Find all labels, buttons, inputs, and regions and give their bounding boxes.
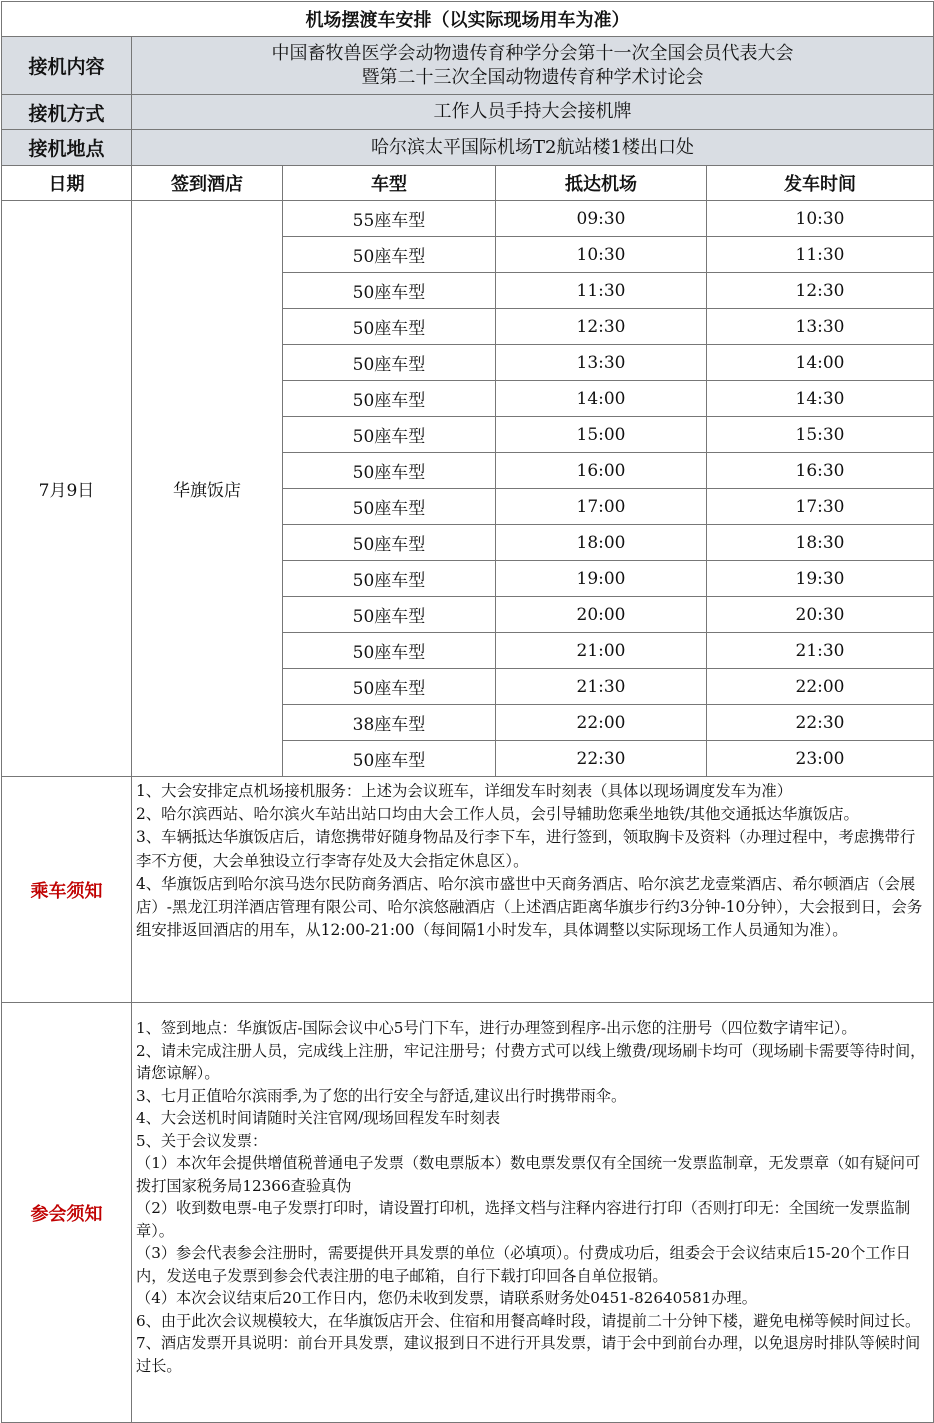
meeting-notes-label: 参会须知: [2, 1003, 132, 1423]
depart-cell: 18:30: [707, 525, 934, 561]
meeting-note-item: 6、由于此次会议规模较大，在华旗饭店开会、住宿和用餐高峰时段，请提前二十分钟下楼，避免电梯等候时间过长。: [136, 1311, 921, 1330]
hotel-cell: 华旗饭店: [132, 201, 283, 777]
table-row: [2, 201, 934, 237]
arrive-cell: 19:00: [496, 561, 707, 597]
ride-note-item: 3、车辆抵达华旗饭店后，请您携带好随身物品及行李下车，进行签到，领取胸卡及资料（办理过程中，考虑携带行李不方便，大会单独设立行李寄存处及大会指定休息区）。: [136, 828, 916, 870]
info-value-method: 工作人员手持大会接机牌: [132, 95, 934, 130]
date-cell: 7月9日: [2, 201, 132, 777]
arrive-cell: 18:00: [496, 525, 707, 561]
arrive-cell: 17:00: [496, 489, 707, 525]
depart-cell: 23:00: [707, 741, 934, 777]
type-cell: 50座车型: [283, 633, 496, 669]
type-cell: 50座车型: [283, 273, 496, 309]
ride-note-item: 2、哈尔滨西站、哈尔滨火车站出站口均由大会工作人员，会引导辅助您乘坐地铁/其他交通抵达华旗饭店。: [136, 805, 859, 824]
header-date: 日期: [2, 166, 132, 201]
type-cell: 55座车型: [283, 201, 496, 237]
depart-cell: 16:30: [707, 453, 934, 489]
type-cell: 50座车型: [283, 237, 496, 273]
meeting-note-item: 4、大会送机时间请随时关注官网/现场回程发车时刻表: [136, 1109, 501, 1127]
depart-cell: 22:30: [707, 705, 934, 741]
depart-cell: 20:30: [707, 597, 934, 633]
depart-cell: 19:30: [707, 561, 934, 597]
content-line-2: 暨第二十三次全国动物遗传育种学术讨论会: [361, 66, 704, 88]
type-cell: 50座车型: [283, 309, 496, 345]
info-value-location: 哈尔滨太平国际机场T2航站楼1楼出口处: [132, 130, 934, 166]
meeting-note-item: （3）参会代表参会注册时，需要提供开具发票的单位（必填项）。付费成功后，组委会于会议结束后15-20个工作日内，发送电子发票到参会代表注册的电子邮箱，自行下载打印回各自单位报销。: [136, 1244, 911, 1285]
table-title: 机场摆渡车安排（以实际现场用车为准）: [2, 2, 934, 37]
arrive-cell: 13:30: [496, 345, 707, 381]
arrive-cell: 22:00: [496, 705, 707, 741]
meeting-note-item: （4）本次会议结束后20工作日内，您仍未收到发票，请联系财务处0451-82640581办理。: [136, 1289, 757, 1307]
info-label-content: 接机内容: [2, 37, 132, 95]
type-cell: 50座车型: [283, 561, 496, 597]
arrive-cell: 10:30: [496, 237, 707, 273]
depart-cell: 22:00: [707, 669, 934, 705]
meeting-note-item: 7、酒店发票开具说明：前台开具发票，建议报到日不进行开具发票，请于会中到前台办理，以免退房时排队等候时间过长。: [136, 1334, 921, 1375]
info-label-method: 接机方式: [2, 95, 132, 130]
type-cell: 50座车型: [283, 669, 496, 705]
meeting-note-item: （2）收到数电票-电子发票打印时，请设置打印机，选择文档与注释内容进行打印（否则打印无：全国统一发票监制章）。: [136, 1199, 911, 1240]
arrive-cell: 11:30: [496, 273, 707, 309]
type-cell: 38座车型: [283, 705, 496, 741]
type-cell: 50座车型: [283, 381, 496, 417]
type-cell: 50座车型: [283, 417, 496, 453]
depart-cell: 14:30: [707, 381, 934, 417]
info-value-content: [132, 37, 934, 95]
depart-cell: 13:30: [707, 309, 934, 345]
arrive-cell: 15:00: [496, 417, 707, 453]
content-line-1: 中国畜牧兽医学会动物遗传育种学分会第十一次全国会员代表大会: [271, 42, 794, 64]
type-cell: 50座车型: [283, 345, 496, 381]
type-cell: 50座车型: [283, 489, 496, 525]
arrive-cell: 20:00: [496, 597, 707, 633]
meeting-note-item: 3、七月正值哈尔滨雨季,为了您的出行安全与舒适,建议出行时携带雨伞。: [136, 1086, 627, 1105]
header-arrive: 抵达机场: [496, 166, 707, 201]
meeting-note-item: 1、签到地点：华旗饭店-国际会议中心5号门下车，进行办理签到程序-出示您的注册号（四位数字请牢记）。: [136, 1019, 857, 1037]
arrive-cell: 16:00: [496, 453, 707, 489]
type-cell: 50座车型: [283, 597, 496, 633]
depart-cell: 10:30: [707, 201, 934, 237]
ride-notes-body: [132, 777, 934, 1003]
arrive-cell: 14:00: [496, 381, 707, 417]
schedule-table: [1, 1, 934, 1423]
meeting-note-item: 2、请未完成注册人员，完成线上注册，牢记注册号；付费方式可以线上缴费/现场刷卡均可（现场刷卡需要等待时间，请您谅解）。: [136, 1041, 926, 1082]
ride-notes-label: 乘车须知: [2, 777, 132, 1003]
arrive-cell: 21:30: [496, 669, 707, 705]
ride-note-item: 1、大会安排定点机场接机服务：上述为会议班车，详细发车时刻表（具体以现场调度发车为准）: [136, 782, 793, 800]
meeting-note-item: 5、关于会议发票：: [136, 1131, 268, 1150]
depart-cell: 17:30: [707, 489, 934, 525]
info-label-location: 接机地点: [2, 130, 132, 166]
header-hotel: 签到酒店: [132, 166, 283, 201]
arrive-cell: 12:30: [496, 309, 707, 345]
arrive-cell: 22:30: [496, 741, 707, 777]
arrive-cell: 09:30: [496, 201, 707, 237]
type-cell: 50座车型: [283, 741, 496, 777]
depart-cell: 11:30: [707, 237, 934, 273]
meeting-note-item: （1）本次年会提供增值税普通电子发票（数电票版本）数电票发票仅有全国统一发票监制章，无发票章（如有疑问可拨打国家税务局12366查验真伪: [136, 1154, 921, 1195]
meeting-notes-body: [132, 1003, 934, 1423]
header-type: 车型: [283, 166, 496, 201]
depart-cell: 21:30: [707, 633, 934, 669]
depart-cell: 12:30: [707, 273, 934, 309]
type-cell: 50座车型: [283, 525, 496, 561]
depart-cell: 14:00: [707, 345, 934, 381]
ride-note-item: 4、华旗饭店到哈尔滨马迭尔民防商务酒店、哈尔滨市盛世中天商务酒店、哈尔滨艺龙壹棠酒店、希尔顿酒店（会展店）-黑龙江玥洋酒店管理有限公司、哈尔滨悠融酒店（上述酒店距离华旗步行约3分钟-10分钟），大会报到日，会务组安排返回酒店的用车，从12:00-21:00（每间隔1小时发车，具体调整以实际现场工作人员通知为准）。: [136, 874, 923, 940]
arrive-cell: 21:00: [496, 633, 707, 669]
header-depart: 发车时间: [707, 166, 934, 201]
type-cell: 50座车型: [283, 453, 496, 489]
depart-cell: 15:30: [707, 417, 934, 453]
